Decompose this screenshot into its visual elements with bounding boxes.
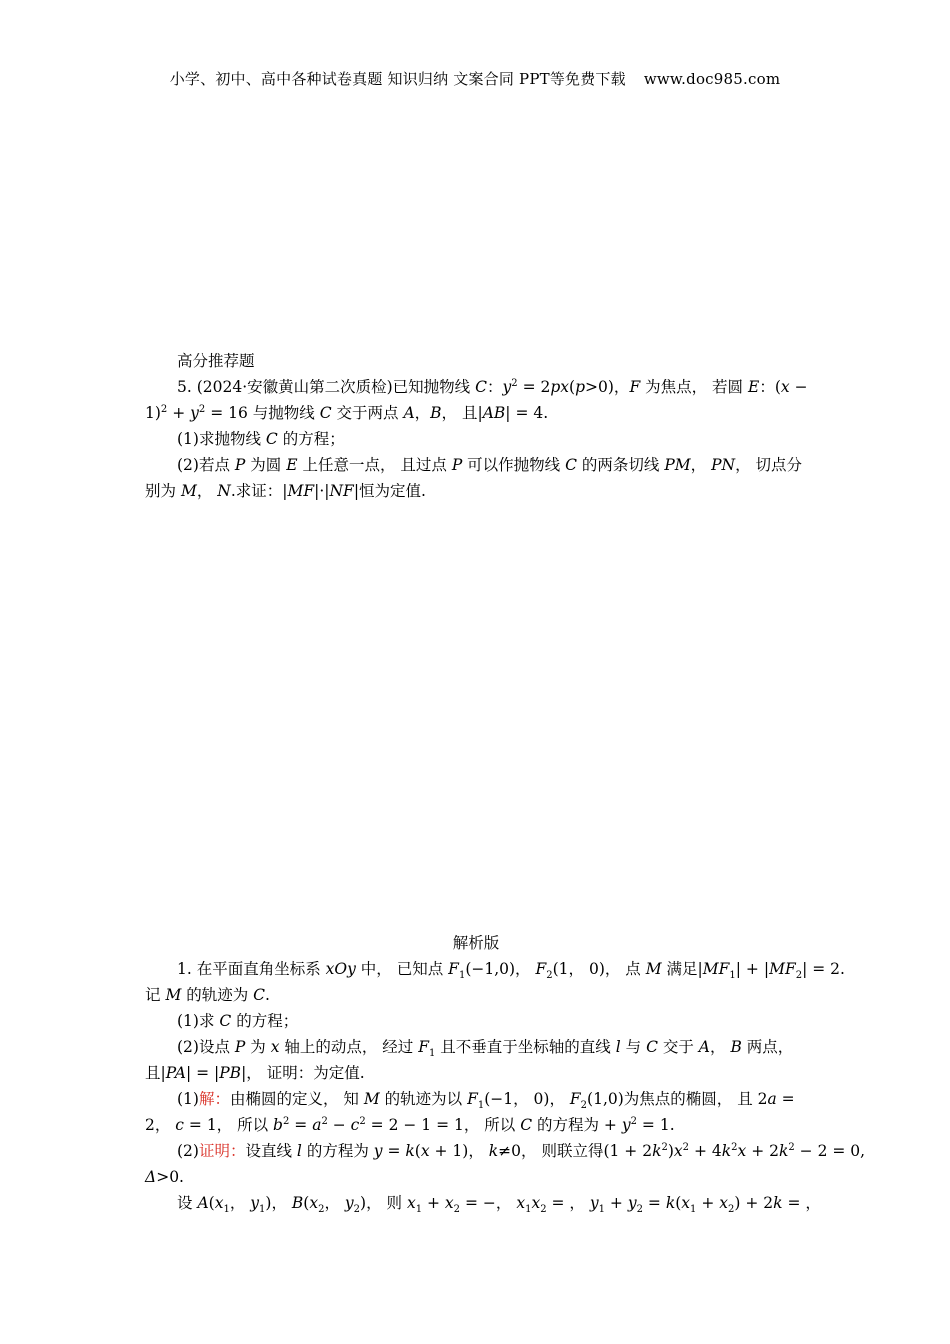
solution-section	[145, 930, 866, 1216]
answer-label: 解：	[198, 1090, 230, 1108]
solution-problem-line: 1. 在平面直角坐标系 xOy 中， 已知点 $F_1(-1,0)$， $F_2(1$， 0)， 点 M 满足$|MF_1| + |MF_2| = 2$.	[177, 960, 845, 982]
question-2: (2)若点 P 为圆 E 上任意一点， 且过点 P 可以作抛物线 C 的两条切线 PM， PN， 切点分	[177, 456, 803, 474]
problem-line: $1)^2 + y^2 = 16$ 与抛物线 C 交于两点 A，B， 且|AB| = 4.	[145, 403, 549, 422]
header-text: 小学、初中、高中各种试卷真题 知识归纳 文案合同 PPT等免费下载	[169, 70, 626, 88]
answer-1-cont: 2， c = 1， 所以 $b^2 = a^2 - c^2 = 2 - 1 = 1$， 所以 C 的方程为 + $y^2 = 1$.	[145, 1115, 675, 1134]
answer-2-cont: Δ>0.	[145, 1168, 184, 1186]
problem-line: 5. (2024·安徽黄山第二次质检)已知抛物线 C：$y^2 = 2px(p>0)$，F 为焦点， 若圆 E：(x −	[177, 377, 808, 396]
question-1: (1)求抛物线 C 的方程；	[177, 430, 345, 448]
solution-title: 解析版	[452, 934, 500, 952]
header-site-link[interactable]: www.doc985.com	[643, 70, 781, 88]
proof-label: 证明：	[198, 1142, 246, 1160]
section-title: 高分推荐题	[177, 352, 255, 370]
question-2-cont: 别为 M， N.求证：|MF|·|NF|恒为定值.	[145, 482, 426, 500]
solution-question-1: (1)求 C 的方程；	[177, 1012, 299, 1030]
solution-question-2-cont: 且|PA| = |PB|， 证明：为定值.	[145, 1064, 365, 1082]
answer-1: (1)解：由椭圆的定义， 知 M 的轨迹为以 $F_1(-1$， 0)， $F_2(1,0)$为焦点的椭圆， 且 2a =	[177, 1090, 795, 1112]
solution-question-2: (2)设点 P 为 x 轴上的动点， 经过 $F_1$ 且不垂直于坐标轴的直线 l 与 C 交于 A， B 两点，	[177, 1038, 794, 1060]
answer-2: (2)证明：设直线 l 的方程为 y = k(x + 1)， k≠0， 则联立得$(1 + 2k^2)x^2 + 4k^2x + 2k^2 - 2 = 0$,	[177, 1141, 866, 1160]
problem-section	[145, 348, 807, 504]
answer-2-step: 设 $A(x_1$， $y_1$)， $B(x_2$， $y_2$)， 则 $x_1 + x_2$ = −， $x_1x_2$ = ， $y_1 + y_2 = k(x_1 + x_2) + 2k$ = ，	[177, 1194, 821, 1216]
page-header	[0, 68, 950, 89]
solution-problem-line: 记 M 的轨迹为 C.	[145, 986, 270, 1004]
